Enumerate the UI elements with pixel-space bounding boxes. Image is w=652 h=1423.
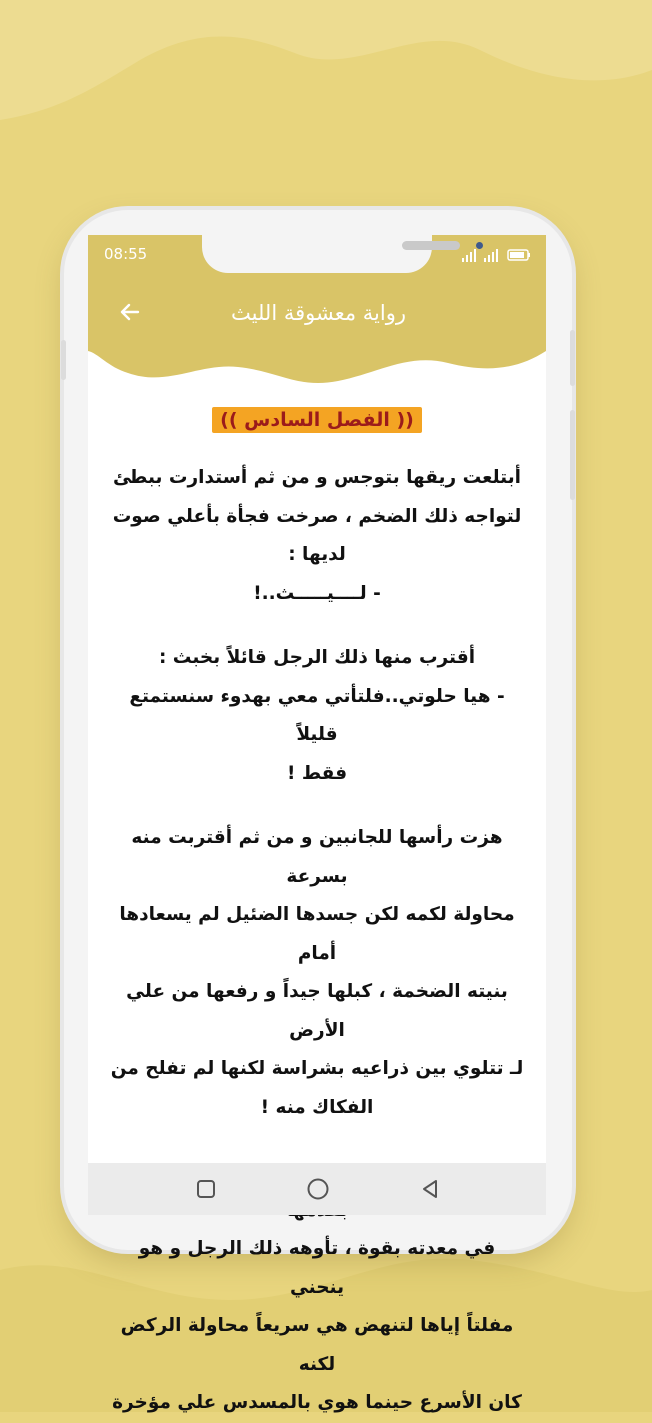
speaker — [402, 241, 460, 250]
story-paragraph: أقترب منها ذلك الرجل قائلاً بخبث : - هيا حلوتي..فلتأتي معي بهدوء سنستمتع قليلاً فقط ! — [129, 647, 505, 784]
notch — [202, 233, 432, 273]
status-time: 08:55 — [104, 245, 148, 263]
triangle-back-icon — [420, 1179, 440, 1199]
back-button[interactable] — [108, 290, 152, 334]
app-bar — [88, 280, 546, 350]
arrow-left-icon — [118, 300, 142, 324]
phone-screen — [88, 235, 546, 1413]
story-paragraph: في معدته بقوة ، تأوهه ذلك الرجل و هو ينحني مفلتاً إياها لتنهض هي سريعاً محاولة الركض لكنه كان الأسرع حينما هوي بالمسدس علي مؤخرة — [112, 1238, 522, 1413]
story-paragraph: هزت رأسها للجانبين و من ثم أقتربت منه بسرعة محاولة لكمه لكن جسدها الضئيل لم يسعادها أمام بنيته الضخمة ، كبلها جيداً و رفعها من علي الأرض لـ تتلوي بين ذراعيه بشراسة لكنها لم تفلح من الفكاك منه ! — [110, 827, 524, 1118]
system-nav-bar — [88, 1163, 546, 1215]
phone-side-button — [570, 410, 575, 500]
chapter-title: (( الفصل السادس )) — [212, 407, 422, 433]
status-icons — [462, 247, 532, 263]
signal-icon — [462, 249, 476, 262]
status-bar — [88, 235, 546, 280]
phone-side-button — [570, 330, 575, 386]
home-button[interactable] — [298, 1171, 338, 1207]
story-paragraph: أبتلعت ريقها بتوجس و من ثم أستدارت ببطئ لتواجه ذلك الضخم ، صرخت فجأة بأعلي صوت لديها : - لــــيـــــث..! — [112, 467, 522, 604]
square-icon — [196, 1179, 216, 1199]
signal-icon — [484, 249, 498, 262]
recent-apps-button[interactable] — [186, 1171, 226, 1207]
nav-back-button[interactable] — [410, 1171, 450, 1207]
phone-side-button — [61, 340, 66, 380]
circle-icon — [306, 1177, 330, 1201]
battery-icon — [508, 250, 530, 260]
reader-content[interactable] — [88, 395, 546, 1413]
app-title: رواية معشوقة الليث — [231, 301, 406, 325]
header-wave — [88, 343, 546, 403]
